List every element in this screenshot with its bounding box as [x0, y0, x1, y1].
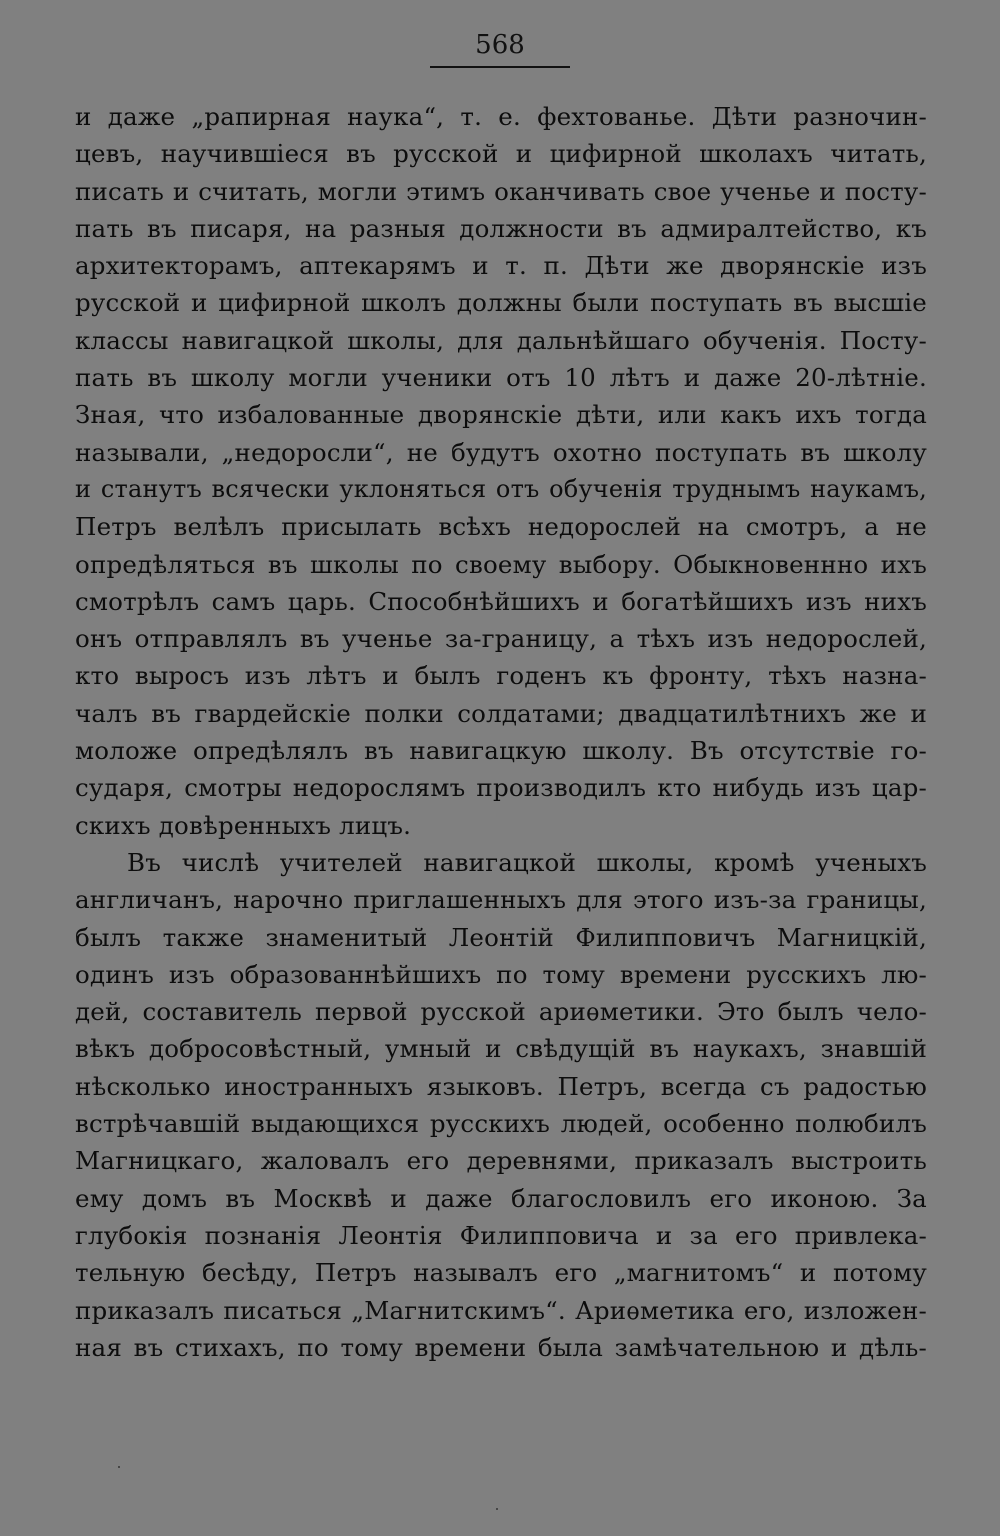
paragraph-1: [75, 98, 927, 844]
scan-speck: [118, 1466, 120, 1468]
text-line: тельную бесѣду, Петръ называлъ его „магнитомъ“ и потому: [75, 1258, 927, 1288]
text-line: писать и считать, могли этимъ оканчивать свое ученье и посту-: [75, 176, 927, 206]
text-line: Магницкаго, жаловалъ его деревнями, приказалъ выстроить: [75, 1146, 927, 1176]
text-line: и станутъ всячески уклоняться отъ обученія труднымъ наукамъ,: [75, 474, 927, 503]
text-line: встрѣчавшій выдающихся русскихъ людей, особенно полюбилъ: [75, 1109, 927, 1139]
paragraph-2: [75, 844, 927, 1366]
text-line: и даже „рапирная наука“, т. е. фехтованье. Дѣти разночин-: [75, 102, 927, 131]
text-line: дей, составитель первой русской ариѳметики. Это былъ чело-: [75, 997, 927, 1027]
text-line: архитекторамъ, аптекарямъ и т. п. Дѣти же дворянскіе изъ: [75, 251, 927, 281]
text-line: ему домъ въ Москвѣ и даже благословилъ его иконою. За: [75, 1183, 927, 1213]
text-line: Зная, что избалованные дворянскіе дѣти, или какъ ихъ тогда: [75, 400, 927, 430]
text-line: называли, „недоросли“, не будутъ охотно поступать въ школу: [75, 437, 927, 467]
text-line: пать въ школу могли ученики отъ 10 лѣтъ и даже 20-лѣтніе.: [75, 363, 927, 393]
text-line: ная въ стихахъ, по тому времени была замѣчательною и дѣль-: [75, 1332, 927, 1362]
text-line: цевъ, научившіеся въ русской и цифирной школахъ читать,: [75, 139, 927, 169]
text-line: онъ отправлялъ въ ученье за-границу, а тѣхъ изъ недорослей,: [75, 624, 927, 654]
text-line: нѣсколько иностранныхъ языковъ. Петръ, всегда съ радостью: [75, 1071, 927, 1101]
text-line: скихъ довѣренныхъ лицъ.: [75, 810, 412, 840]
text-line: былъ также знаменитый Леонтій Филипповичъ Магницкій,: [75, 922, 927, 952]
header-rule: [430, 66, 570, 68]
text-line: Въ числѣ учителей навигацкой школы, кромѣ ученыхъ: [127, 847, 927, 877]
text-line: кто выросъ изъ лѣтъ и былъ годенъ къ фронту, тѣхъ назна-: [75, 661, 927, 691]
body-text: [75, 98, 927, 1366]
text-line: сударя, смотры недорослямъ производилъ кто нибудь изъ цар-: [75, 773, 927, 803]
text-line: пать въ писаря, на разныя должности въ адмиралтейство, къ: [75, 213, 927, 243]
text-line: Петръ велѣлъ присылать всѣхъ недорослей на смотръ, а не: [75, 512, 927, 542]
text-line: вѣкъ добросовѣстный, умный и свѣдущій въ наукахъ, знавшій: [75, 1034, 927, 1064]
text-line: классы навигацкой школы, для дальнѣйшаго обученія. Посту-: [75, 325, 927, 355]
text-line: русской и цифирной школъ должны были поступать въ высшіе: [75, 288, 927, 318]
text-line: чалъ въ гвардейскіе полки солдатами; двадцатилѣтнихъ же и: [75, 698, 927, 728]
text-line: англичанъ, нарочно приглашенныхъ для этого изъ-за границы,: [75, 885, 927, 915]
text-line: смотрѣлъ самъ царь. Способнѣйшихъ и богатѣйшихъ изъ нихъ: [75, 586, 927, 616]
page-number: 568: [475, 30, 525, 60]
text-line: приказалъ писаться „Магнитскимъ“. Ариѳметика его, изложен-: [75, 1295, 927, 1325]
text-line: одинъ изъ образованнѣйшихъ по тому времени русскихъ лю-: [75, 959, 927, 989]
text-line: глубокія познанія Леонтія Филипповича и за его привлека-: [75, 1220, 927, 1250]
text-line: опредѣляться въ школы по своему выбору. Обыкновеннно ихъ: [75, 549, 927, 579]
scan-speck: [496, 1508, 498, 1510]
text-line: моложе опредѣлялъ въ навигацкую школу. Въ отсутствіе го-: [75, 736, 927, 766]
